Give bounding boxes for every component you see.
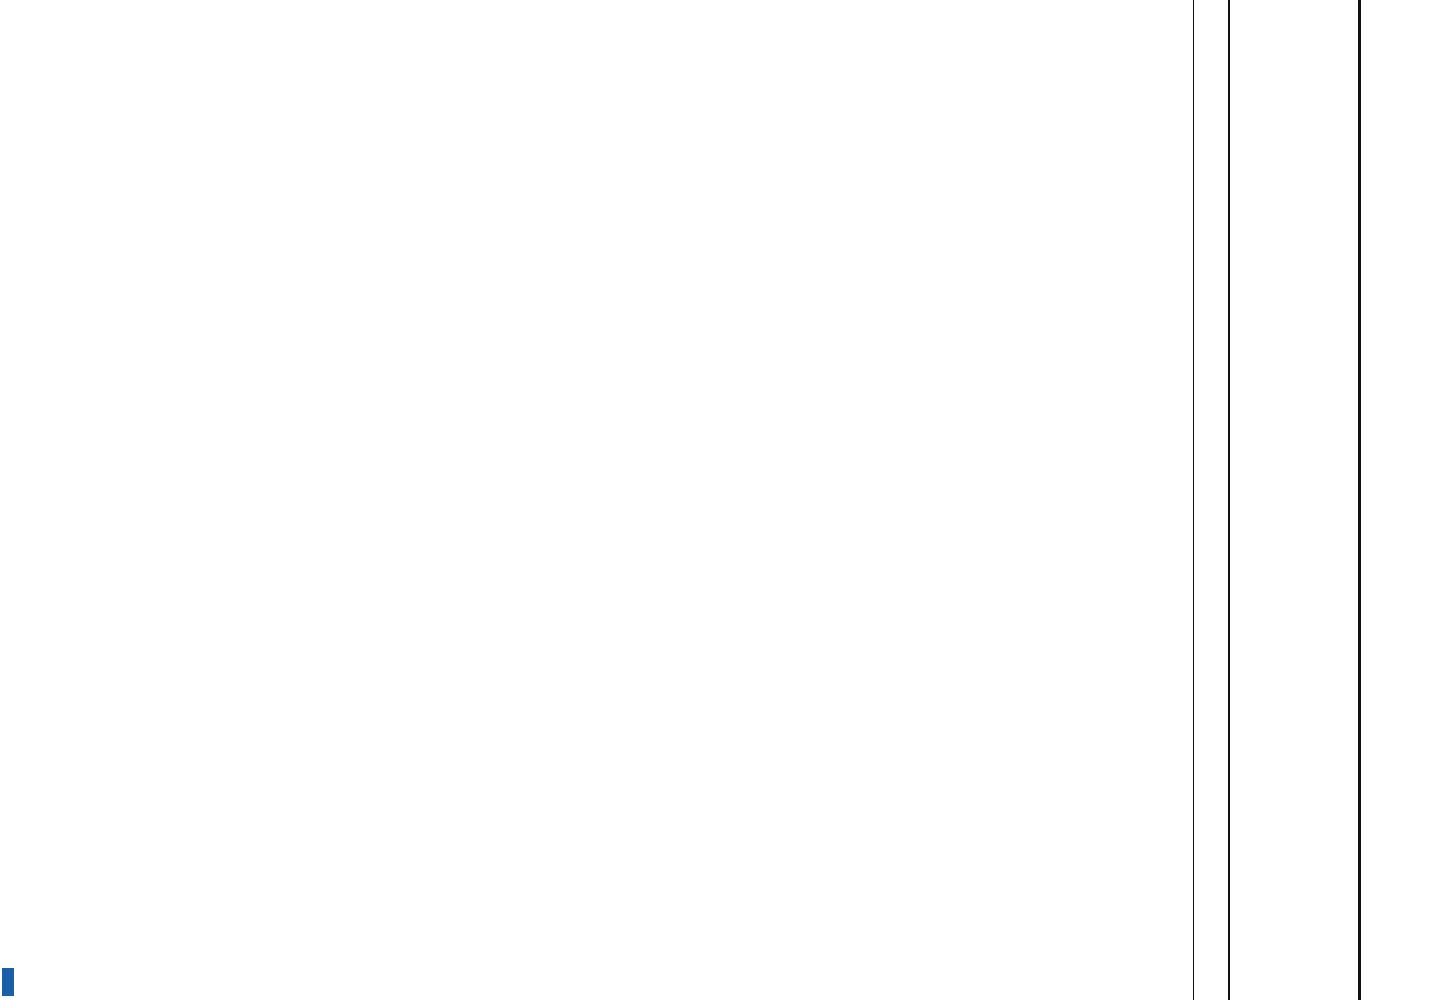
header-rule (1358, 0, 1361, 1000)
page-header (1362, 980, 1386, 994)
header-bottom-rule (1193, 0, 1194, 1000)
table-top-rule (1228, 0, 1230, 1000)
dfg-logo (2, 968, 14, 996)
